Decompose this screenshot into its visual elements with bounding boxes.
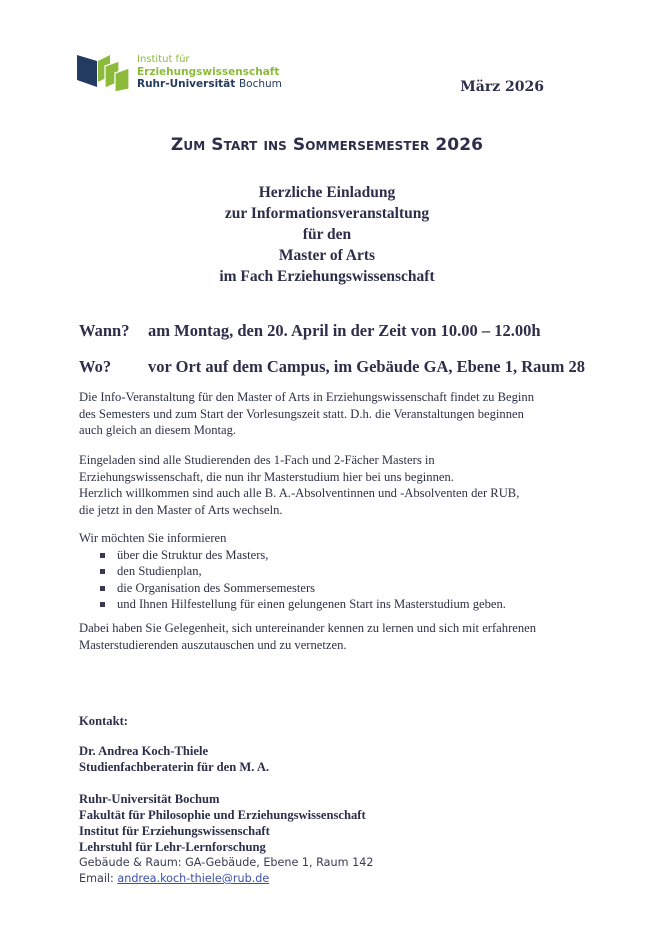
text-line: Herzlich willkommen sind auch alle B. A.-Absolventinnen und -Absolventen der RUB, <box>79 486 520 500</box>
text-line: die jetzt in den Master of Arts wechseln. <box>79 502 283 517</box>
square-bullet-icon <box>100 553 105 558</box>
list-item-text: über die Struktur des Masters, <box>117 547 269 562</box>
contact-section <box>79 714 373 887</box>
page-title: Zum Start ins Sommersemester 2026 <box>170 135 484 155</box>
contact-person <box>79 743 373 775</box>
contact-faculty: Fakultät für Philosophie und Erziehungswissenschaft <box>79 808 366 822</box>
document-date: März 2026 <box>460 79 544 95</box>
where-label: Wo? <box>79 357 112 376</box>
invitation-line: Master of Arts <box>278 247 376 264</box>
text-line: Masterstudierenden auszutauschen und zu vernetzen. <box>79 637 347 652</box>
institute-logo <box>77 52 282 92</box>
list-item-text: die Organisation des Sommersemesters <box>117 580 316 595</box>
contact-room: Gebäude & Raum: GA-Gebäude, Ebene 1, Raum 142 <box>79 856 374 869</box>
when-value: am Montag, den 20. April in der Zeit von 10.00 – 12.00h <box>148 321 541 340</box>
where-value: vor Ort auf dem Campus, im Gebäude GA, Ebene 1, Raum 28 <box>148 357 585 376</box>
logo-university-bold: Ruhr-Universität <box>137 78 236 90</box>
email-label: Email: <box>79 872 118 885</box>
contact-organization <box>79 791 373 887</box>
text-line: Erziehungswissenschaft, die nun ihr Masterstudium hier bei uns beginnen. <box>79 469 454 484</box>
invitation-line: für den <box>302 226 352 243</box>
paragraph-networking <box>79 620 599 653</box>
event-where <box>79 357 585 377</box>
invitation-line: zur Informationsveranstaltung <box>224 205 430 222</box>
text-line: Dabei haben Sie Gelegenheit, sich untereinander kennen zu lernen und sich mit erfahrenen <box>79 621 537 635</box>
square-bullet-icon <box>100 586 105 591</box>
when-label: Wann? <box>79 321 130 340</box>
text-line: auch gleich an diesem Montag. <box>79 423 237 437</box>
text-line: des Semesters und zum Start der Vorlesungszeit statt. D.h. die Veranstaltungen beginnen <box>79 406 524 421</box>
list-item <box>79 563 599 580</box>
list-item-text: den Studienplan, <box>117 564 202 578</box>
logo-mark-icon <box>77 52 135 92</box>
text-line: Eingeladen sind alle Studierenden des 1-Fach und 2-Fächer Masters in <box>79 453 435 467</box>
list-item <box>79 596 599 613</box>
email-link[interactable]: andrea.koch-thiele@rub.de <box>117 872 270 885</box>
logo-university-city: Bochum <box>238 78 282 90</box>
contact-role: Studienfachberaterin für den M. A. <box>79 760 270 774</box>
logo-institute-label: Institut für <box>137 54 190 65</box>
logo-department: Erziehungswissenschaft <box>137 66 280 78</box>
list-item <box>79 580 599 597</box>
event-details <box>79 321 585 393</box>
invitation-heading <box>0 182 654 287</box>
paragraph-topics <box>79 530 599 613</box>
contact-university: Ruhr-Universität Bochum <box>79 792 220 806</box>
logo-text <box>137 54 282 90</box>
paragraph-invited <box>79 452 599 518</box>
contact-heading: Kontakt: <box>79 714 128 728</box>
invitation-line: Herzliche Einladung <box>258 184 396 201</box>
topics-intro: Wir möchten Sie informieren <box>79 531 227 545</box>
list-item-text: und Ihnen Hilfestellung für einen gelungenen Start ins Masterstudium geben. <box>117 597 506 611</box>
text-line: Die Info-Veranstaltung für den Master of Arts in Erziehungswissenschaft findet zu Beginn <box>79 390 535 404</box>
contact-institute: Institut für Erziehungswissenschaft <box>79 824 270 838</box>
invitation-line: im Fach Erziehungswissenschaft <box>219 268 435 285</box>
square-bullet-icon <box>100 602 105 607</box>
list-item <box>79 547 599 564</box>
topics-list <box>79 547 599 613</box>
logo-university <box>137 78 282 90</box>
paragraph-info <box>79 389 599 439</box>
event-when <box>79 321 585 341</box>
contact-email-row <box>79 871 373 887</box>
contact-name: Dr. Andrea Koch-Thiele <box>79 744 209 758</box>
square-bullet-icon <box>100 569 105 574</box>
contact-chair: Lehrstuhl für Lehr-Lernforschung <box>79 840 266 854</box>
